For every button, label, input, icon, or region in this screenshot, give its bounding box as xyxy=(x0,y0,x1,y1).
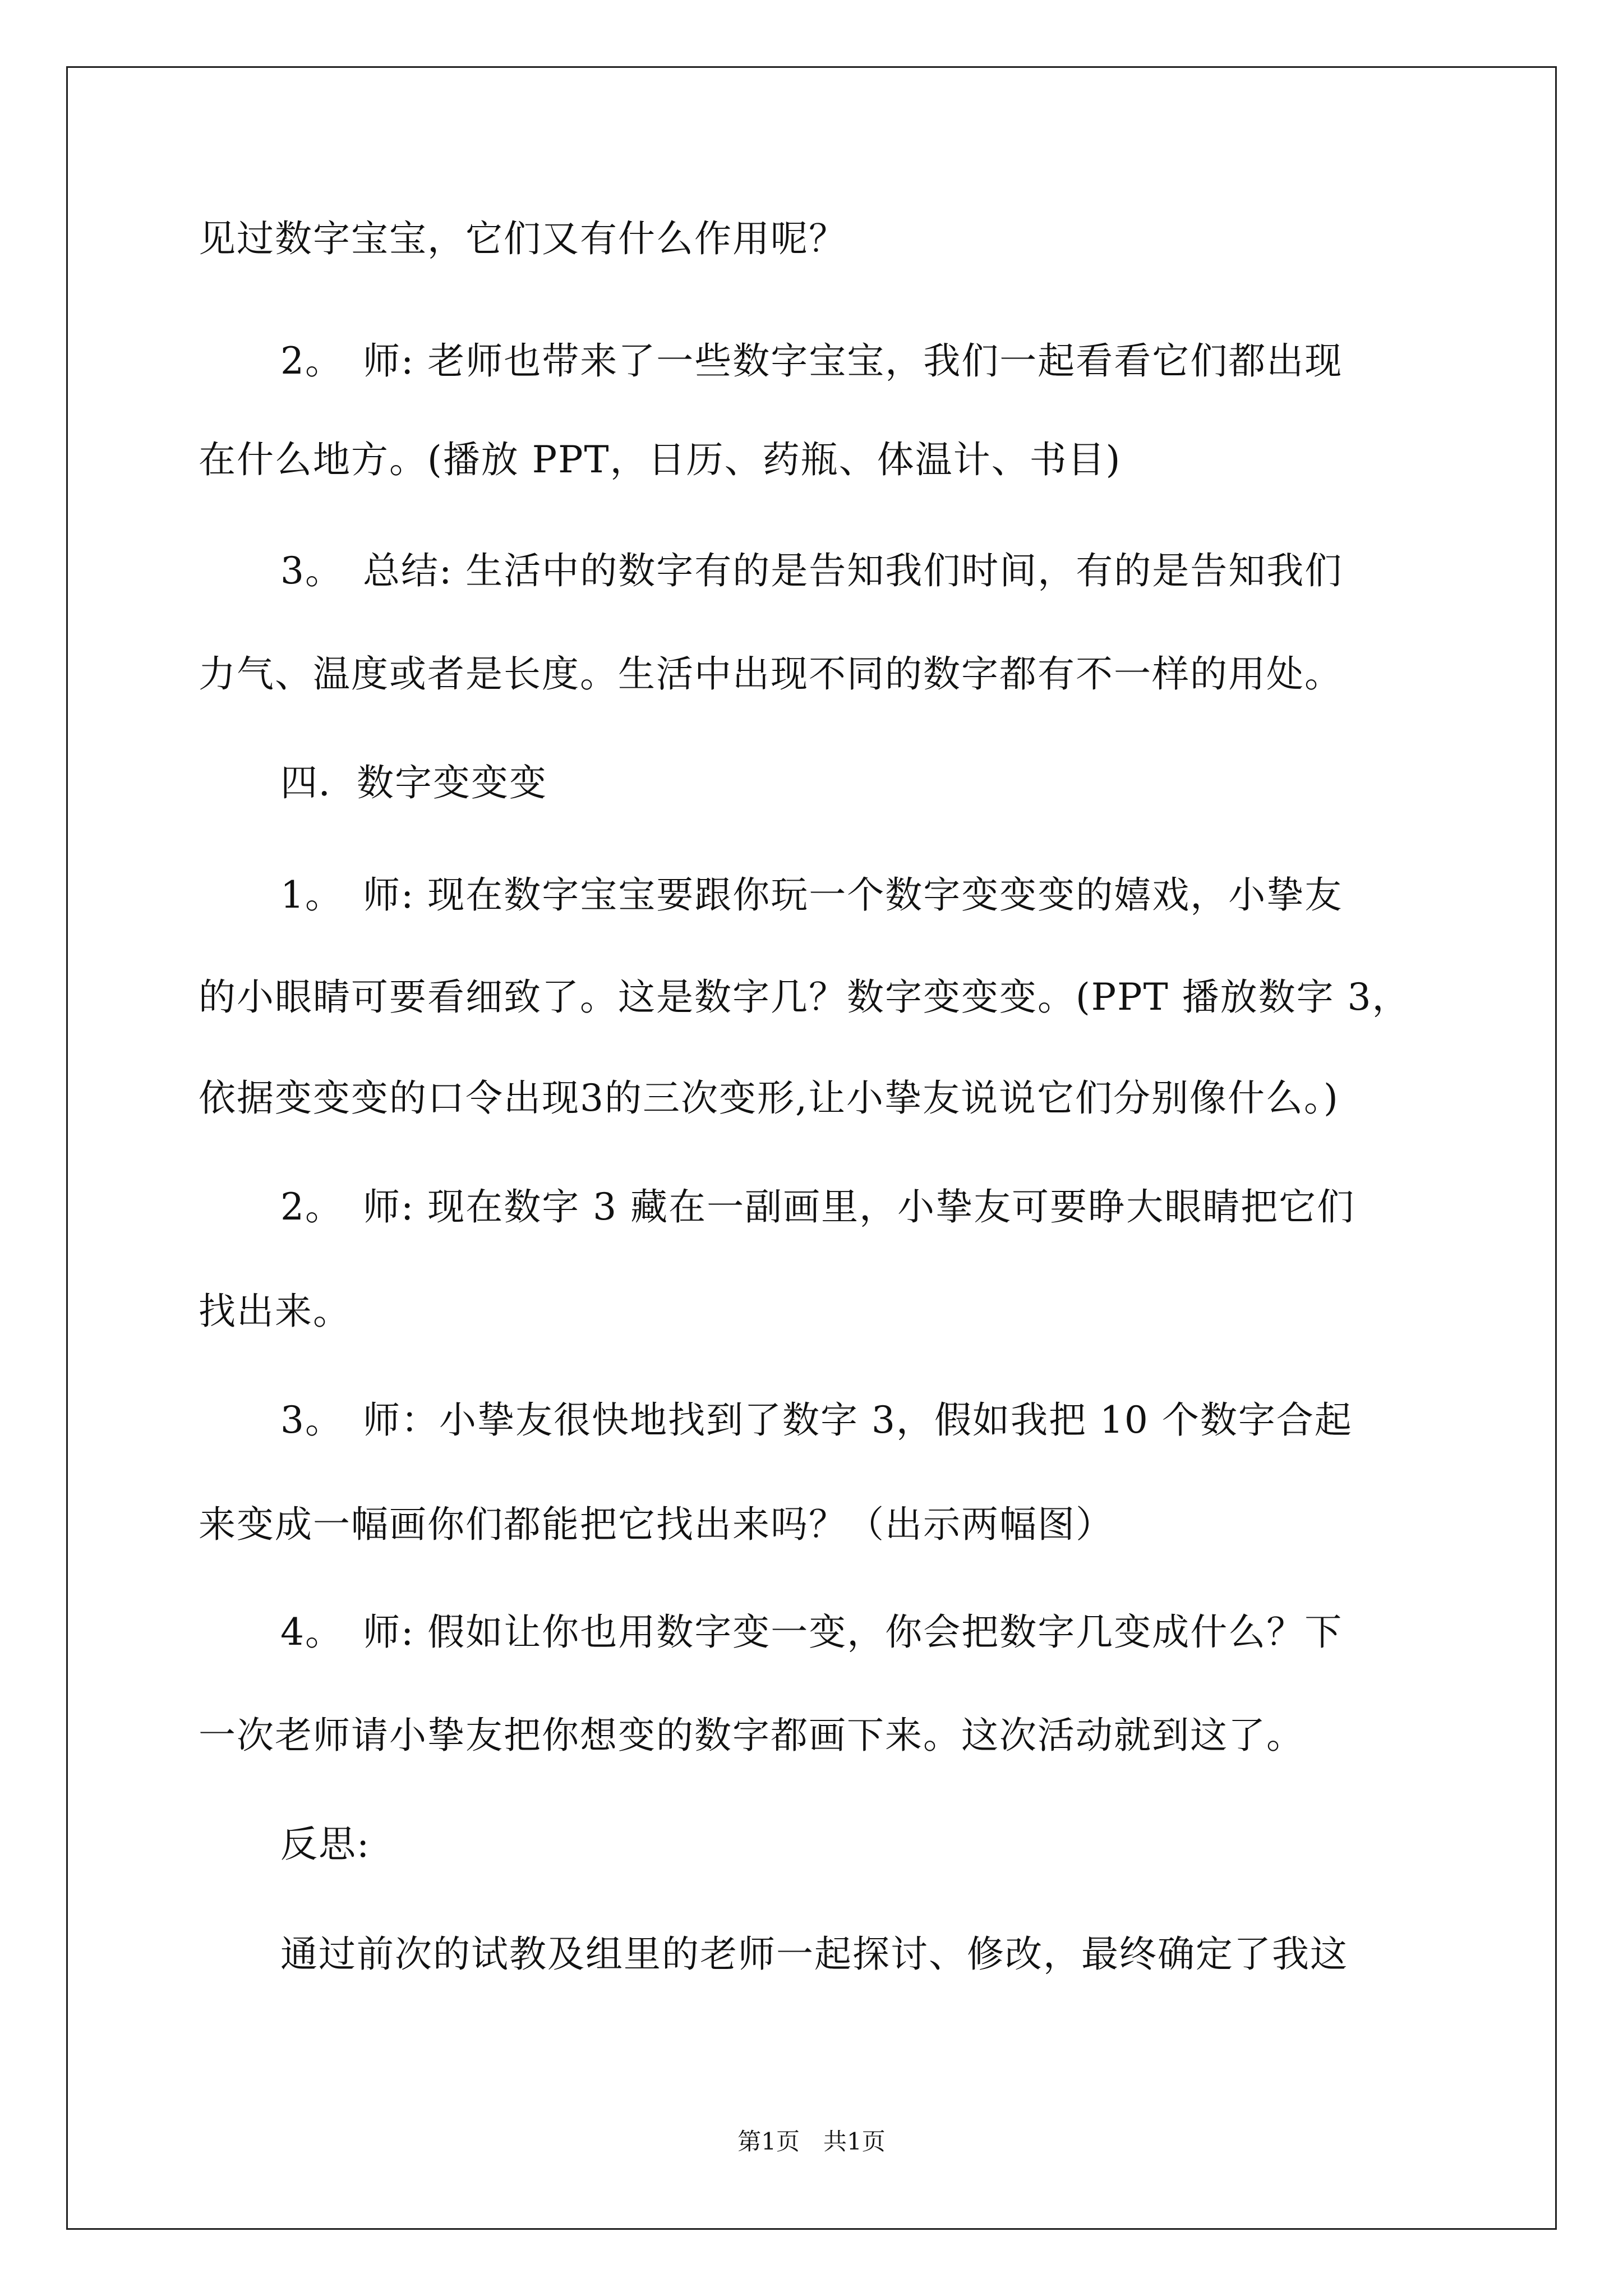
text-line-5: 力气、温度或者是长度。生活中出现不同的数字都有不一样的用处。 xyxy=(199,652,1343,696)
text-line-12: 3。 师：小挚友很快地找到了数字 3，假如我把 10 个数字合起 xyxy=(280,1398,1353,1442)
text-line-7: 1。 师: 现在数字宝宝要跟你玩一个数字变变变的嬉戏，小挚友 xyxy=(280,873,1343,917)
page-number: 第1页 共1页 xyxy=(737,2128,886,2155)
text-line-15: 一次老师请小挚友把你想变的数字都画下来。这次活动就到这了。 xyxy=(199,1714,1304,1757)
text-line-13: 来变成一幅画你们都能把它找出来吗？（出示两幅图） xyxy=(199,1503,1114,1546)
page-border xyxy=(66,66,1557,2230)
text-line-17: 通过前次的试教及组里的老师一起探讨、修改，最终确定了我这 xyxy=(280,1932,1348,1976)
text-line-14: 4。 师: 假如让你也用数字变一变，你会把数字几变成什么？下 xyxy=(280,1611,1343,1654)
text-line-4: 3。 总结: 生活中的数字有的是告知我们时间，有的是告知我们 xyxy=(280,549,1343,592)
section-heading: 四．数字变变变 xyxy=(280,761,547,804)
text-line-3: 在什么地方。(播放 PPT，日历、药瓶、体温计、书目) xyxy=(199,438,1122,481)
text-line-10: 2。 师: 现在数字 3 藏在一副画里，小挚友可要睁大眼睛把它们 xyxy=(280,1185,1355,1228)
text-line-8: 的小眼睛可要看细致了。这是数字几？数字变变变。(PPT 播放数字 3， xyxy=(199,976,1410,1019)
text-line-2: 2。 师: 老师也带来了一些数字宝宝，我们一起看看它们都出现 xyxy=(280,339,1343,383)
text-line-11: 找出来。 xyxy=(199,1290,351,1333)
text-line-9: 依据变变变的口令出现3的三次变形,让小挚友说说它们分别像什么。) xyxy=(199,1076,1339,1120)
reflection-heading: 反思: xyxy=(280,1823,371,1866)
text-line-1: 见过数字宝宝，它们又有什么作用呢？ xyxy=(199,217,847,260)
